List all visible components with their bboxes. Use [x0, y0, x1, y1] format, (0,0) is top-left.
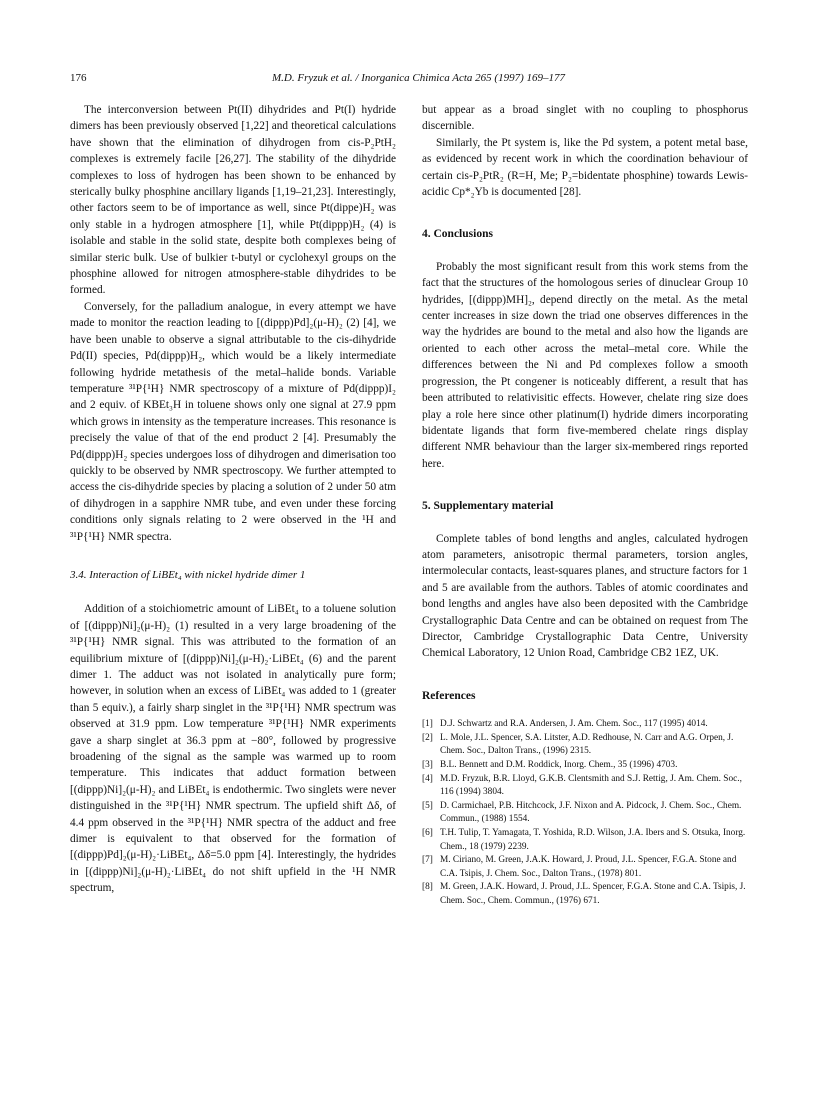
left-column: [70, 102, 396, 897]
paragraph-supplementary: Complete tables of bond lengths and angles, calculated hydrogen atom parameters, anisotropic thermal parameters, torsion angles, intermolecular contacts, least-squares planes, and structure factors for 1 and 5 are available from the authors. Tables of atomic coordinates and bond lengths and angles have also been deposited with the Cambridge Crystallographic Data Centre and can be obtained on request from The Director, Cambridge Crystallographic Data Centre, University Chemical Laboratory, 12 Union Road, Cambridge CB2 1EZ, UK.: [422, 532, 748, 660]
section-heading-references: References: [422, 689, 476, 702]
reference-number: [3]: [422, 759, 433, 770]
reference-text: M.D. Fryzuk, B.R. Lloyd, G.K.B. Clentsmith and S.J. Rettig, J. Am. Chem. Soc., 116 (1994) 3804.: [440, 773, 742, 798]
paragraph-pt-metal-base: Similarly, the Pt system is, like the Pd system, a potent metal base, as evidenced by recent work in which the coordination behaviour of certain cis-P₂PtR₂ (R=H, Me; P₂=bidentate phosphine) towards Lewis-acidic Cp*₂Yb is documented [28].: [422, 136, 748, 199]
paragraph-conclusions: Probably the most significant result from this work stems from the fact that the structures of the homologous series of dinuclear Group 10 hydrides, [(dippp)MH]₂, depend directly on the metal. As the metal center increases in size down the triad one observes differences in the way the hydrides are bound to the metal and also how the ligands are oriented to each other across the metal–metal core. While the differences between the Ni and Pd complexes follow a smooth progression, the Pt congener is noticeably different, a result that has been attributed to relativisitic effects. However, chelate ring size does play a role here since other platinum(I) hydride dimers incorporating bidentate ligands that form five-membered chelate rings display different NMR behaviour than the larger six-membered rings reported here.: [422, 260, 748, 470]
reference-text: B.L. Bennett and D.M. Roddick, Inorg. Chem., 35 (1996) 4703.: [440, 759, 678, 770]
reference-item: [422, 773, 748, 800]
reference-number: [4]: [422, 773, 433, 784]
reference-text: D. Carmichael, P.B. Hitchcock, J.F. Nixon and A. Pidcock, J. Chem. Soc., Chem. Commun., (1988) 1554.: [440, 800, 742, 825]
paragraph-continued: but appear as a broad singlet with no coupling to phosphorus discernible.: [422, 104, 748, 133]
paragraph-palladium-analogue: Conversely, for the palladium analogue, in every attempt we have made to monitor the reaction leading to [(dippp)Pd]₂(μ-H)₂ (2) [4], we have been unable to observe a signal attributable to the cis-dihydride Pd(II) species, Pd(dippp)H₂, which would be a likely intermediate following hydride metathesis of the metal–halide bonds. Variable temperature ³¹P{¹H} NMR spectroscopy of a mixture of Pd(dippp)I₂ and 2 equiv. of KBEt₃H in toluene shows only one signal at 27.9 ppm which grows in intensity as the temperature increases. This resonance is precisely the value of that of the end product 2 [4]. Presumably the Pd(dippp)H₂ species undergoes loss of dihydrogen and dimerisation too quickly to be observed by NMR spectroscopy. We further attempted to access the cis-dihydride species by placing a solution of 2 under 50 atm of dihydrogen in a sapphire NMR tube, and even under these forcing conditions only signals relating to 2 were observed in the ¹H and ³¹P{¹H} NMR spectra.: [70, 300, 396, 543]
reference-number: [6]: [422, 827, 433, 838]
reference-number: [7]: [422, 855, 433, 866]
reference-text: D.J. Schwartz and R.A. Andersen, J. Am. Chem. Soc., 117 (1995) 4014.: [440, 719, 708, 730]
reference-item: [422, 800, 748, 827]
reference-text: L. Mole, J.L. Spencer, S.A. Litster, A.D. Redhouse, N. Carr and A.G. Orpen, J. Chem. Soc., Dalton Trans., (1996) 2315.: [440, 732, 734, 757]
reference-item: [422, 759, 748, 773]
subsection-heading-3-4: 3.4. Interaction of LiBEt₄ with nickel hydride dimer 1: [70, 568, 306, 581]
reference-text: T.H. Tulip, T. Yamagata, T. Yoshida, R.D. Wilson, J.A. Ibers and S. Otsuka, Inorg. Chem., 18 (1979) 2239.: [440, 827, 746, 852]
running-header-citation: M.D. Fryzuk et al. / Inorganica Chimica Acta 265 (1997) 169–177: [272, 72, 565, 84]
reference-number: [2]: [422, 732, 433, 743]
reference-number: [8]: [422, 882, 433, 893]
right-column: [422, 102, 748, 909]
reference-item: [422, 881, 748, 908]
reference-item: [422, 718, 748, 732]
section-heading-conclusions: 4. Conclusions: [422, 228, 493, 241]
reference-item: [422, 854, 748, 881]
reference-number: [5]: [422, 800, 433, 811]
section-heading-supplementary: 5. Supplementary material: [422, 500, 554, 513]
page-number: 176: [70, 72, 87, 84]
paragraph-pt-dihydrides: The interconversion between Pt(II) dihydrides and Pt(I) hydride dimers has been previously observed [1,22] and theoretical calculations have shown that the elimination of dihydrogen from cis-P₂PtH₂ complexes is extremely facile [26,27]. The stability of the dihydride complexes to loss of hydrogen has been shown to be enhanced by sterically bulky phosphine ancillary ligands [1,19–21,23]. Interestingly, other factors seem to be of importance as well, since Pt(dippe)H₂ was only stable in a hydrogen atmosphere [1], while Pt(dippp)H₂ (4) is isolable and stable in the solid state, despite both complexes being of similar steric bulk. Use of bulkier t-butyl or cyclohexyl groups on the phosphine allowed for nitrogen atmosphere-stable dihydrides to be formed.: [70, 104, 396, 297]
reference-text: M. Green, J.A.K. Howard, J. Proud, J.L. Spencer, F.G.A. Stone and C.A. Tsipis, J. Chem. Soc., Chem. Commun., (1976) 671.: [440, 882, 746, 906]
reference-item: [422, 827, 748, 854]
reference-text: M. Ciriano, M. Green, J.A.K. Howard, J. Proud, J.L. Spencer, F.G.A. Stone and C.A. Tsipis, J. Chem. Soc., Dalton Trans., (1978) 801.: [440, 855, 737, 879]
reference-list: [422, 718, 748, 908]
paragraph-libet4-addition: Addition of a stoichiometric amount of LiBEt₄ to a toluene solution of [(dippp)Ni]₂(μ-H)₂ (1) resulted in a very large broadening of the ³¹P{¹H} NMR signal. This was attributed to the formation of an equilibrium mixture of [(dippp)Ni]₂(μ-H)₂·LiBEt₄ (6) and the parent dimer 1. The adduct was not isolated in analytically pure form; however, in solution when an excess of LiBEt₄ was added to 1 (greater than 5 equiv.), a fairly sharp singlet in the ³¹P{¹H} NMR spectrum was observed at 31.9 ppm. Low temperature ³¹P{¹H} NMR experiments gave a sharp singlet at 36.3 ppm at −80°, followed by progressive broadening of the signal as the sample was warmed up to room temperature. This indicates that adduct formation between [(dippp)Ni]₂(μ-H)₂ and LiBEt₄ is endothermic. Two singlets were never distinguished in the ³¹P{¹H} NMR spectrum. The upfield shift Δδ, of 4.4 ppm observed in the ³¹P{¹H} NMR spectra of the adduct and free dimer is equivalent to that observed for the formation of [(dippp)Pd]₂(μ-H)₂·LiBEt₄, Δδ=5.0 ppm [4]. Interestingly, the hydrides in [(dippp)Ni]₂(μ-H)₂·LiBEt₄ do not shift upfield in the ¹H NMR spectrum,: [70, 603, 396, 895]
reference-number: [1]: [422, 719, 433, 730]
reference-item: [422, 732, 748, 759]
